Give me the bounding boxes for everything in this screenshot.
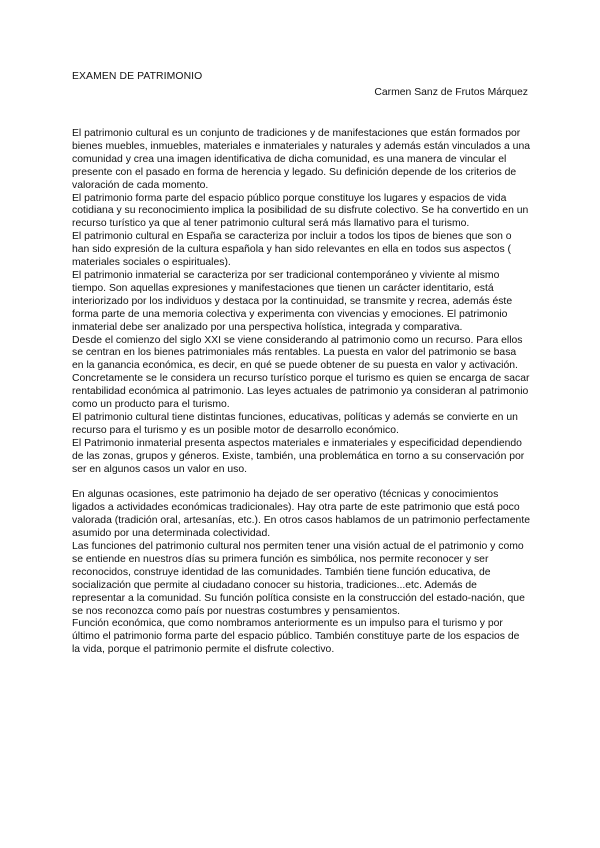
- paragraph: El patrimonio cultural es un conjunto de tradiciones y de manifestaciones que están formados por bienes muebles, inmuebles, materiales e inmateriales y naturales y además están vinculados a una comunidad y crea una imagen identificativa de dicha comunidad, es una manera de vincular el presente con el pasado en forma de herencia y legado. Su definición depende de los criterios de valoración de cada momento.: [72, 128, 531, 191]
- paragraph-spacer: [72, 476, 530, 489]
- paragraph: El patrimonio inmaterial se caracteriza por ser tradicional contemporáneo y viviente al mismo tiempo. Son aquellas expresiones y manifestaciones que tienen un carácter identitario, está interiorizado por los individuos y destaca por la continuidad, se transmite y recrea, además éste forma parte de una memoria colectiva y experimenta con vivencias y emociones. El patrimonio inmaterial debe ser analizado por una perspectiva holística, integrada y comparativa.: [72, 269, 513, 333]
- document-title: EXAMEN DE PATRIMONIO: [72, 71, 203, 82]
- paragraph: El patrimonio cultural en España se caracteriza por incluir a todos los tipos de bienes que son o han sido expresión de la cultura española y han sido relevantes en ella en todos sus aspectos ( materiales sociales o espirituales).: [72, 231, 512, 269]
- paragraph: El patrimonio forma parte del espacio público porque constituye los lugares y espacios de vida cotidiana y su reconocimiento implica la posibilidad de su disfrute colectivo. Se ha convertido en un recurso turístico ya que al tener patrimonio cultural será más llamativo para el turismo.: [72, 192, 529, 230]
- paragraph: El patrimonio cultural tiene distintas funciones, educativas, políticas y además se convierte en un recurso para el turismo y es un posible motor de desarrollo económico.: [72, 411, 518, 436]
- document-body: [72, 128, 530, 657]
- paragraph: Desde el comienzo del siglo XXI se viene considerando al patrimonio como un recurso. Para ellos se centran en los bienes patrimoniales más rentables. La puesta en valor del patrimonio se basa en la ganancia económica, es decir, en qué se puede obtener de su puesta en valor y activación. Concretamente se le considera un recurso turístico porque el turismo es quien se encarga de sacar rentabilidad económica al patrimonio. Las leyes actuales de patrimonio ya consideran al patrimonio como un producto para el turismo.: [72, 334, 530, 411]
- paragraph: En algunas ocasiones, este patrimonio ha dejado de ser operativo (técnicas y conocimientos ligados a actividades económicas tradicionales). Hay otra parte de este patrimonio que está poco valorada (tradición oral, artesanías, etc.). En otros casos hablamos de un patrimonio perfectamente asumido por una determinada colectividad.: [72, 489, 531, 540]
- paragraph: Las funciones del patrimonio cultural nos permiten tener una visión actual de el patrimonio y como se entiende en nuestros días su primera función es simbólica, nos permite reconocer y ser reconocidos, construye identidad de las comunidades. También tiene función educativa, de socialización que permite al ciudadano conocer su historia, tradiciones...etc. Además de representar a la comunidad. Su función política consiste en la construcción del estado-nación, que se nos reconozca como país por nuestras costumbres y pensamientos.: [72, 540, 525, 617]
- paragraph: El Patrimonio inmaterial presenta aspectos materiales e inmateriales y especificidad dependiendo de las zonas, grupos y géneros. Existe, también, una problemática en torno a su conservación por ser en algunos casos un valor en uso.: [72, 437, 525, 475]
- document-author: Carmen Sanz de Frutos Márquez: [374, 87, 528, 98]
- paragraph: Función económica, que como nombramos anteriormente es un impulso para el turismo y por último el patrimonio forma parte del espacio público. También constituye parte de los espacios de la vida, porque el patrimonio permite el disfrute colectivo.: [72, 618, 520, 656]
